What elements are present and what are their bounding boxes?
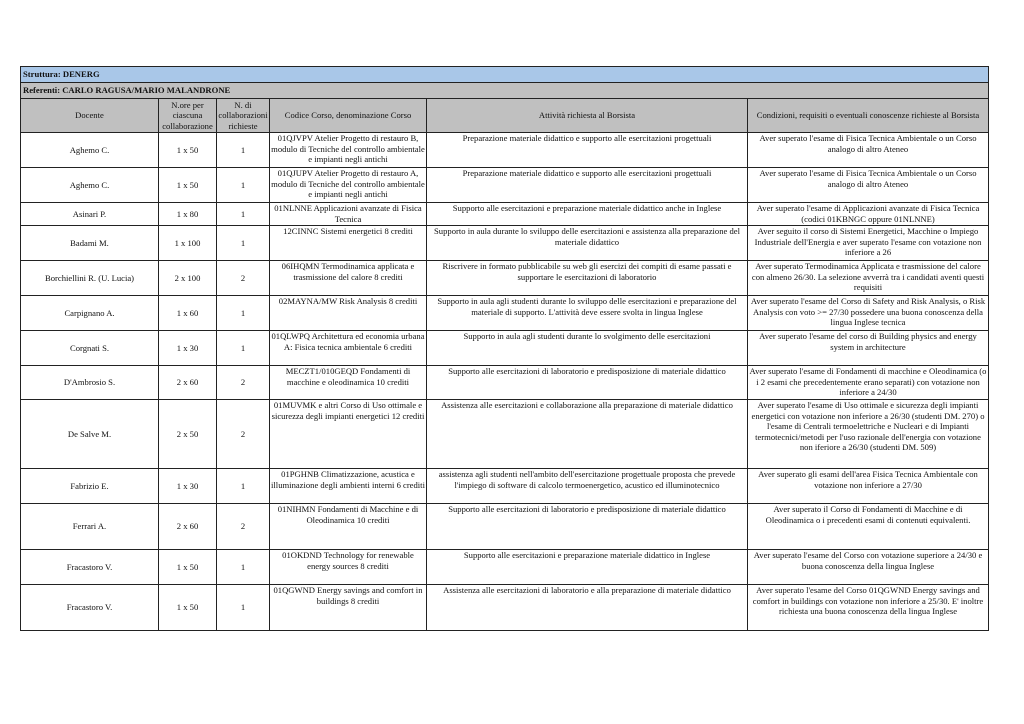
table-row (21, 585, 989, 631)
cell-ore: 1 x 30 (159, 469, 217, 504)
cell-condizioni: Aver superato l'esame di Applicazioni avanzate di Fisica Tecnica (codici 01KBNGC oppure 01NLNNE) (748, 203, 989, 226)
table-row (21, 469, 989, 504)
cell-docente: Aghemo C. (21, 133, 159, 168)
cell-attivita: Riscrivere in formato pubblicabile su web gli esercizi dei compiti di esame passati e supportare le esercitazioni di laboratorio (427, 261, 748, 296)
col-header-collaborazioni: N. di collaborazioni richieste (218, 99, 268, 131)
cell-docente: Fabrizio E. (21, 469, 159, 504)
cell-docente: Borchiellini R. (U. Lucia) (21, 261, 159, 296)
cell-attivita: Supporto alle esercitazioni e preparazione materiale didattico anche in Inglese (427, 203, 748, 226)
cell-attivita: Supporto in aula durante lo sviluppo delle esercitazioni e assistenza alla preparazione del materiale didattico (427, 226, 748, 261)
cell-attivita: Supporto alle esercitazioni di laboratorio e predisposizione di materiale didattico (427, 504, 748, 550)
cell-corso: 01QGWND Energy savings and comfort in buildings 8 crediti (270, 585, 427, 631)
cell-docente: Asinari P. (21, 203, 159, 226)
cell-corso: 01MUVMK e altri Corso di Uso ottimale e sicurezza degli impianti energetici 12 crediti (270, 400, 427, 469)
referenti-row (21, 83, 989, 99)
cell-n: 1 (217, 226, 270, 261)
cell-attivita: Preparazione materiale didattico e supporto alle esercitazioni progettuali (427, 168, 748, 203)
cell-docente: Aghemo C. (21, 168, 159, 203)
cell-n: 1 (217, 331, 270, 366)
col-header-ore: N.ore per ciascuna collaborazione (159, 99, 217, 133)
table-row (21, 504, 989, 550)
cell-n: 2 (217, 366, 270, 400)
cell-ore: 1 x 80 (159, 203, 217, 226)
cell-attivita: Preparazione materiale didattico e supporto alle esercitazioni progettuali (427, 133, 748, 168)
cell-corso: 01OKDND Technology for renewable energy sources 8 crediti (270, 550, 427, 585)
cell-docente: Fracastoro V. (21, 585, 159, 631)
cell-n: 2 (217, 261, 270, 296)
cell-condizioni: Aver superato Termodinamica Applicata e trasmissione del calore con almeno 26/30. La selezione avverrà tra i candidati aventi questi requisiti (748, 261, 989, 296)
table-row (21, 331, 989, 366)
cell-condizioni: Aver superato l'esame del corso di Building physics and energy system in architecture (748, 331, 989, 366)
cell-ore: 2 x 60 (159, 504, 217, 550)
cell-corso: 01NLNNE Applicazioni avanzate di Fisica Tecnica (270, 203, 427, 226)
cell-ore: 2 x 60 (159, 366, 217, 400)
table-body (21, 133, 989, 631)
cell-ore: 1 x 30 (159, 331, 217, 366)
cell-n: 1 (217, 133, 270, 168)
cell-corso: 01QJVPV Atelier Progetto di restauro B, modulo di Tecniche del controllo ambientale e impianti negli antichi (270, 133, 427, 168)
cell-docente: Fracastoro V. (21, 550, 159, 585)
cell-attivita: Supporto in aula agli studenti durante lo sviluppo delle esercitazioni e preparazione del materiale di supporto. L'attività deve essere svolta in lingua Inglese (427, 296, 748, 331)
cell-n: 1 (217, 296, 270, 331)
cell-attivita: assistenza agli studenti nell'ambito dell'esercitazione progettuale proposta che prevede l'impiego di software di calcolo termoenergetico, acustico ed illuminotecnico (427, 469, 748, 504)
referenti-label: Referenti: CARLO RAGUSA/MARIO MALANDRONE (21, 83, 989, 99)
table-row (21, 203, 989, 226)
cell-n: 1 (217, 550, 270, 585)
cell-corso: 06IHQMN Termodinamica applicata e trasmissione del calore 8 crediti (270, 261, 427, 296)
cell-corso: MECZT1/010GEQD Fondamenti di macchine e oleodinamica 10 crediti (270, 366, 427, 400)
cell-attivita: Assistenza alle esercitazioni e collaborazione alla preparazione di materiale didattico (427, 400, 748, 469)
cell-n: 1 (217, 168, 270, 203)
cell-condizioni: Aver superato l'esame di Uso ottimale e sicurezza degli impianti energetici con votazione non inferiore a 26/30 (studenti DM. 270) o l'esame di Centrali termoelettriche e Nucleari e di Impianti termotecnici/metodi per l'uso razionale dell'energia con votazione non iferiore a 26/30 (studenti DM. 509) (748, 400, 989, 469)
table-row (21, 133, 989, 168)
table-row (21, 296, 989, 331)
cell-corso: 01PGHNB Climatizzazione, acustica e illuminazione degli ambienti interni 6 crediti (270, 469, 427, 504)
cell-n: 1 (217, 585, 270, 631)
cell-corso: 01QLWPQ Architettura ed economia urbana A: Fisica tecnica ambientale 6 crediti (270, 331, 427, 366)
cell-corso: 01NIHMN Fondamenti di Macchine e di Oleodinamica 10 crediti (270, 504, 427, 550)
cell-condizioni: Aver superato l'esame di Fisica Tecnica Ambientale o un Corso analogo di altro Ateneo (748, 133, 989, 168)
col-header-corso: Codice Corso, denominazione Corso (270, 99, 427, 133)
cell-condizioni: Aver superato l'esame di Fisica Tecnica Ambientale o un Corso analogo di altro Ateneo (748, 168, 989, 203)
struttura-label: Struttura: DENERG (21, 67, 989, 83)
cell-docente: De Salve M. (21, 400, 159, 469)
table-row (21, 550, 989, 585)
cell-condizioni: Aver superato l'esame di Fondamenti di macchine e Oleodinamica (o i 2 esami che precedentemente erano separati) con votazione non inferiore a 24/30 (748, 366, 989, 400)
cell-attivita: Assistenza alle esercitazioni di laboratorio e alla preparazione di materiale didattico (427, 585, 748, 631)
header-row (21, 99, 989, 133)
cell-condizioni: Aver superato l'esame del Corso di Safety and Risk Analysis, o Risk Analysis con voto >= 27/30 possedere una buona conoscenza della lingua Inglese tecnica (748, 296, 989, 331)
col-header-docente: Docente (21, 99, 159, 133)
cell-ore: 1 x 50 (159, 133, 217, 168)
cell-corso: 12CINNC Sistemi energetici 8 crediti (270, 226, 427, 261)
table-row (21, 400, 989, 469)
cell-attivita: Supporto alle esercitazioni e preparazione materiale didattico in Inglese (427, 550, 748, 585)
cell-docente: Corgnati S. (21, 331, 159, 366)
cell-corso: 01QJUPV Atelier Progetto di restauro A, modulo di Tecniche del controllo ambientale e impianti negli antichi (270, 168, 427, 203)
cell-ore: 1 x 100 (159, 226, 217, 261)
cell-condizioni: Aver seguito il corso di Sistemi Energetici, Macchine o Impiego Industriale dell'Energia e aver superato l'esame con votazione non inferiore a 26 (748, 226, 989, 261)
table-row (21, 226, 989, 261)
col-header-condizioni: Condizioni, requisiti o eventuali conoscenze richieste al Borsista (748, 99, 989, 133)
cell-ore: 2 x 100 (159, 261, 217, 296)
cell-condizioni: Aver superato il Corso di Fondamenti di Macchine e di Oleodinamica o i precedenti esami di contenuti equivalenti. (748, 504, 989, 550)
cell-n: 1 (217, 469, 270, 504)
table-row (21, 366, 989, 400)
cell-corso: 02MAYNA/MW Risk Analysis 8 crediti (270, 296, 427, 331)
cell-ore: 2 x 50 (159, 400, 217, 469)
cell-ore: 1 x 50 (159, 585, 217, 631)
cell-n: 1 (217, 203, 270, 226)
cell-n: 2 (217, 504, 270, 550)
cell-docente: Badami M. (21, 226, 159, 261)
cell-ore: 1 x 60 (159, 296, 217, 331)
cell-docente: Ferrari A. (21, 504, 159, 550)
cell-condizioni: Aver superato gli esami dell'area Fisica Tecnica Ambientale con votazione non inferiore a 27/30 (748, 469, 989, 504)
cell-attivita: Supporto in aula agli studenti durante lo svolgimento delle esercitazioni (427, 331, 748, 366)
col-header-attivita: Attività richiesta al Borsista (427, 99, 748, 133)
table-row (21, 261, 989, 296)
cell-ore: 1 x 50 (159, 168, 217, 203)
table-row (21, 168, 989, 203)
cell-ore: 1 x 50 (159, 550, 217, 585)
cell-condizioni: Aver superato l'esame del Corso con votazione superiore a 24/30 e buona conoscenza della lingua Inglese (748, 550, 989, 585)
cell-docente: Carpignano A. (21, 296, 159, 331)
struttura-row (21, 67, 989, 83)
collaborations-table (20, 66, 989, 631)
cell-docente: D'Ambrosio S. (21, 366, 159, 400)
cell-attivita: Supporto alle esercitazioni di laboratorio e predisposizione di materiale didattico (427, 366, 748, 400)
cell-n: 2 (217, 400, 270, 469)
cell-condizioni: Aver superato l'esame del Corso 01QGWND Energy savings and comfort in buildings con votazione non inferiore a 25/30. E' inoltre richiesta una buona conoscenza della lingua Inglese (748, 585, 989, 631)
